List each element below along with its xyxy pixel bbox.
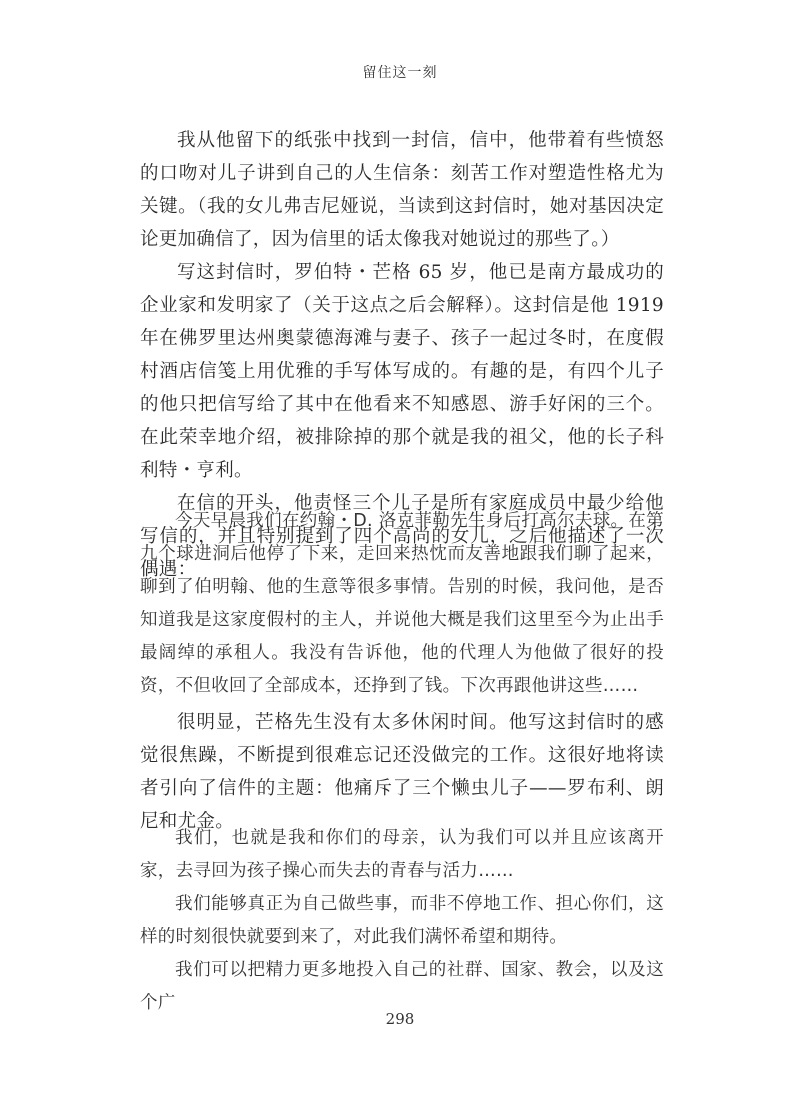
body-paragraph: 我从他留下的纸张中找到一封信，信中，他带着有些愤怒的口吻对儿子讲到自己的人生信条：刻苦工作对塑造性格尤为关键。（我的女儿弗吉尼娅说，当读到这封信时，她对基因决定论更加确信了，因为信里的话太像我对她说过的那些了。） (140, 130, 664, 250)
running-header: 留住这一刻 (362, 65, 438, 81)
body-paragraph: 写这封信时，罗伯特・芒格 65 岁，他已是南方最成功的企业家和发明家了（关于这点之后会解释）。这封信是他 1919 年在佛罗里达州奥蒙德海滩与妻子、孩子一起过冬时，在度假村酒店信笺上用优雅的手写体写成的。有趣的是，有四个儿子的他只把信写给了其中在他看来不知感恩、游手好闲的三个。在此荣幸地介绍，被排除掉的那个就是我的祖父，他的长子科利特・亨利。 (140, 262, 664, 481)
letter-excerpt-block (140, 505, 664, 703)
letter-paragraph: 我们可以把精力更多地投入自己的社群、国家、教会，以及这个广 (140, 960, 664, 1013)
page-number: 298 (385, 1010, 415, 1028)
letter-paragraph: 今天早晨我们在约翰・D. 洛克菲勒先生身后打高尔夫球。在第九个球进洞后他停了下来，走回来热忱而友善地跟我们聊了起来，聊到了伯明翰、他的生意等很多事情。告别的时候，我问他，是否知道我是这家度假村的主人，并说他大概是我们这里至今为止出手最阔绰的承租人。我没有告诉他，他的代理人为他做了很好的投资，不但收回了全部成本，还挣到了钱。下次再跟他讲这些…… (140, 511, 664, 696)
body-paragraph: 很明显，芒格先生没有太多休闲时间。他写这封信时的感觉很焦躁，不断提到很难忘记还没做完的工作。这很好地将读者引向了信件的主题：他痛斥了三个懒虫儿子——罗布利、朗尼和尤金。 (140, 712, 664, 832)
commentary-section (140, 706, 664, 838)
letter-paragraph: 我们，也就是我和你们的母亲，认为我们可以并且应该离开家，去寻回为孩子操心而失去的青春与活力…… (140, 828, 664, 881)
body-paragraph: 在信的开头，他责怪三个儿子是所有家庭成员中最少给他写信的，并且特别提到了四个高尚的女儿，之后他描述了一次偶遇： (140, 493, 664, 580)
letter-paragraph: 我们能够真正为自己做些事，而非不停地工作、担心你们，这样的时刻很快就要到来了，对此我们满怀希望和期待。 (140, 894, 664, 947)
letter-excerpt-block (140, 822, 664, 1020)
